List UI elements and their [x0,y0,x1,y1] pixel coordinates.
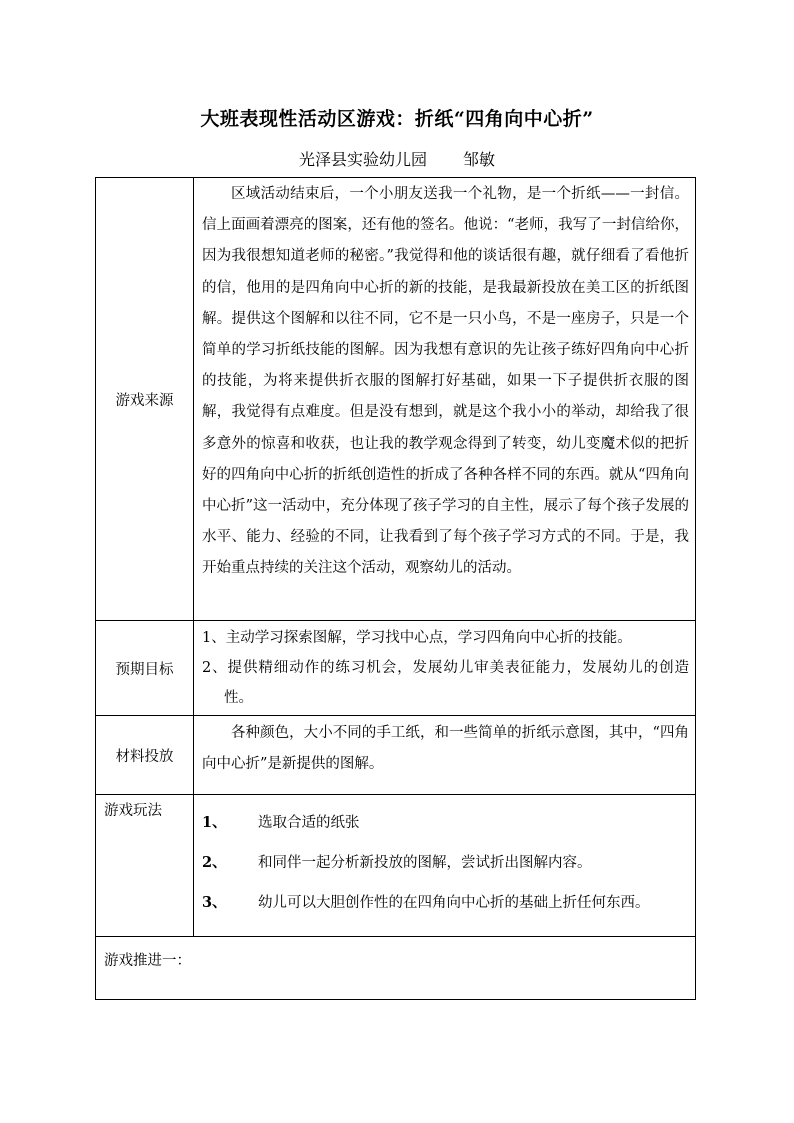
materials-label: 材料投放 [96,716,194,795]
activity-table [95,177,696,1000]
step-number: 2、 [202,854,227,871]
table-row-goals [96,621,696,716]
goal-item: 2、提供精细动作的练习机会，发展幼儿审美表征能力，发展幼儿的创造性。 [202,660,689,706]
source-text: 区域活动结束后，一个小朋友送我一个礼物，是一个折纸——一封信。信上面画着漂亮的图案，还有他的签名。他说：“老师，我写了一封信给你，因为我很想知道老师的秘密。”我觉得和他的谈话很有趣，就仔细看了看他折的信，他用的是四角向中心折的新的技能，是我最新投放在美工区的折纸图解。提供这个图解和以往不同，它不是一只小鸟，不是一座房子，只是一个简单的学习折纸技能的图解。因为我想有意识的先让孩子练好四角向中心折的技能，为将来提供折衣服的图解打好基础，如果一下子提供折衣服的图解，我觉得有点难度。但是没有想到，就是这个我小小的举动，却给我了很多意外的惊喜和收获，也让我的教学观念得到了转变，幼儿变魔术似的把折好的四角向中心折的折纸创造性的折成了各种各样不同的东西。就从“四角向中心折”这一活动中，充分体现了孩子学习的自主性，展示了每个孩子发展的水平、能力、经验的不同，让我看到了每个孩子学习方式的不同。于是，我开始重点持续的关注这个活动，观察幼儿的活动。 [202,186,689,577]
source-label: 游戏来源 [96,178,194,621]
goal-item: 1、主动学习探索图解，学习找中心点，学习四角向中心折的技能。 [202,630,632,646]
table-row-materials [96,716,696,795]
goals-cell [194,621,696,716]
materials-text: 各种颜色，大小不同的手工纸，和一些简单的折纸示意图，其中，“四角向中心折”是新提供的图解。 [202,725,689,772]
materials-cell [194,716,696,795]
table-row-play [96,795,696,937]
document-byline [0,147,794,170]
step-number: 1、 [202,814,227,831]
document-title: 大班表现性活动区游戏：折纸“四角向中心折” [200,108,594,130]
table-row-advance [96,937,696,1000]
goals-label: 预期目标 [96,621,194,716]
step-text: 幼儿可以大胆创作性的在四角向中心折的基础上折任何东西。 [258,895,650,911]
play-label: 游戏玩法 [96,795,194,937]
table-row-source [96,178,696,621]
play-step [202,843,689,883]
play-step [202,883,689,923]
author-name: 邹敏 [463,150,496,169]
source-cell [194,178,696,621]
step-text: 选取合适的纸张 [258,815,360,831]
play-step [202,803,689,843]
school-name: 光泽县实验幼儿园 [298,150,427,169]
step-text: 和同伴一起分析新投放的图解，尝试折出图解内容。 [258,855,592,871]
advance-label: 游戏推进一： [96,937,696,1000]
play-cell [194,795,696,937]
step-number: 3、 [202,894,227,911]
